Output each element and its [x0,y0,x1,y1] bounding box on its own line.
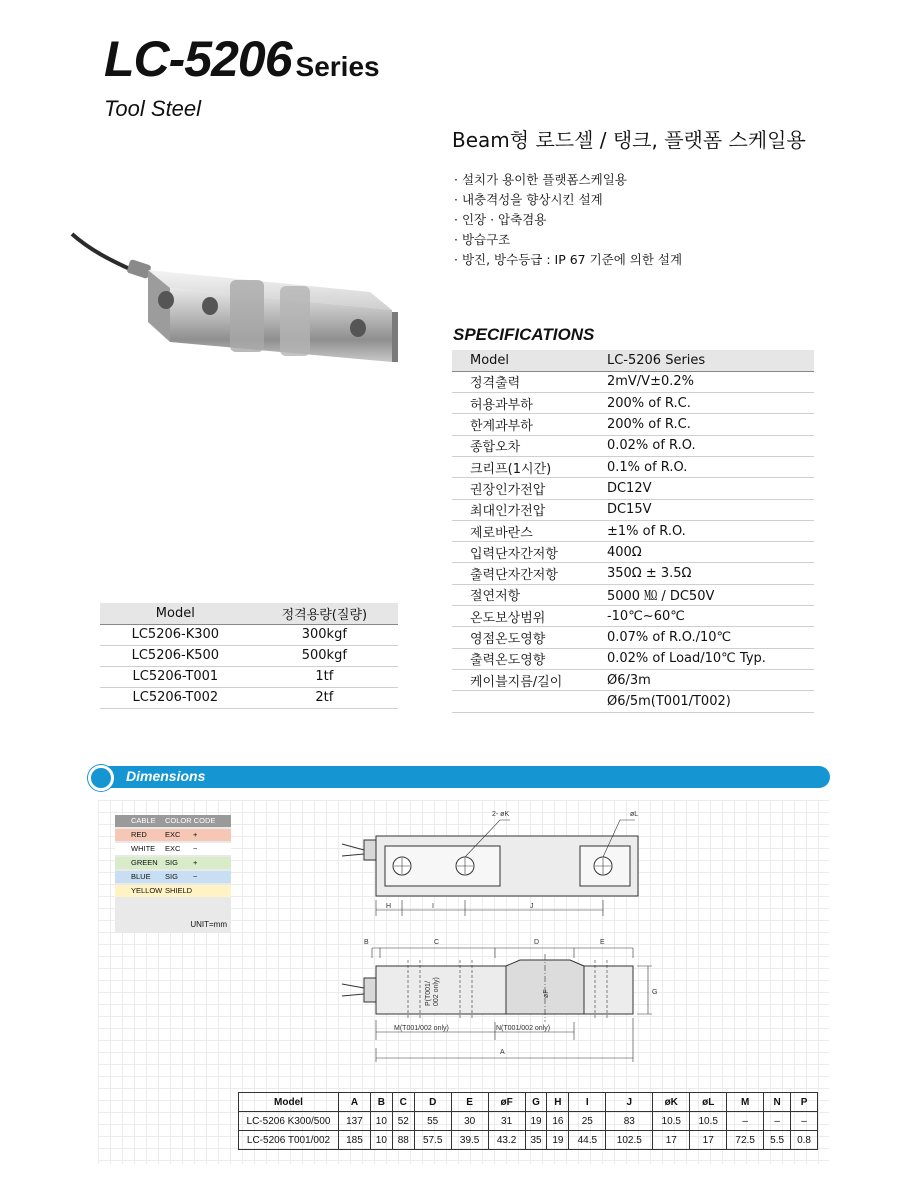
dim-cell: 72.5 [727,1131,764,1150]
dimensions-bullet-icon [88,765,114,791]
dim-c-label: C [434,939,440,946]
spec-label: 입력단자간저항 [452,542,593,563]
spec-label: 출력온도영향 [452,648,593,669]
spec-label: 절연저항 [452,584,593,605]
spec-label: 온도보상범위 [452,606,593,627]
dimensions-title: Dimensions [126,768,206,784]
hole-l-label: øL [630,811,639,818]
series-label: Series [295,51,380,82]
feature-item: · 방진, 방수등급 : IP 67 기준에 의한 설계 [454,252,683,267]
dim-cell: 57.5 [414,1131,451,1150]
dim-cell: 52 [392,1112,414,1131]
specifications-title: SPECIFICATIONS [453,325,595,344]
header-cell: B [370,1093,392,1112]
feature-list [454,170,682,270]
model-name: LC-5206 [104,31,292,87]
spec-value: 0.02% of R.O. [593,435,814,456]
dim-g-label: G [652,989,658,996]
color-row: BLUE SIG − [115,871,231,883]
dim-cell: 17 [653,1131,690,1150]
dim-cell: 10.5 [690,1112,727,1131]
spec-label: 최대인가전압 [452,499,593,520]
mounting-hole [202,297,218,315]
table-row [452,478,814,499]
table-row [452,520,814,541]
dim-b-label: B [364,939,369,946]
spec-label: 종합오차 [452,435,593,456]
dim-cell: 102.5 [606,1131,653,1150]
dim-cell: 17 [690,1131,727,1150]
spec-value: 200% of R.C. [593,414,814,435]
spec-value: 200% of R.C. [593,393,814,414]
header-cell: D [414,1093,451,1112]
spec-value: 0.07% of R.O./10℃ [593,627,814,648]
spec-label: 영점온도영향 [452,627,593,648]
mounting-hole [158,291,174,309]
dim-cell: 0.8 [791,1131,818,1150]
table-row [452,627,814,648]
dim-cell: – [764,1112,791,1131]
header-cell: I [569,1093,606,1112]
spec-label: 권장인가전압 [452,478,593,499]
dimension-drawing [330,800,670,1065]
header-cell: G [525,1093,547,1112]
dim-cell: 88 [392,1131,414,1150]
color-row: GREEN SIG + [115,857,231,869]
product-heading: Beam형 로드셀 / 탱크, 플랫폼 스케일용 [452,128,806,152]
capacity-table [100,603,398,709]
dim-cell: – [727,1112,764,1131]
header-cell: A [339,1093,371,1112]
material-label: Tool Steel [104,96,202,121]
spec-label: 정격출력 [452,371,593,392]
model-cell: LC5206-K300 [100,624,251,645]
dim-cell: 10.5 [653,1112,690,1131]
capacity-cell: 300kgf [251,624,398,645]
spec-value: 0.02% of Load/10℃ Typ. [593,648,814,669]
feature-item: · 설치가 용이한 플랫폼스케일용 [454,172,627,187]
dim-cell: 43.2 [488,1131,525,1150]
dim-cell: 35 [525,1131,547,1150]
header-cell: M [727,1093,764,1112]
dim-cell: 16 [547,1112,569,1131]
cable-gland [126,259,151,279]
header-cell: LC-5206 Series [593,350,814,371]
table-row [452,414,814,435]
table-row [452,435,814,456]
product-title [104,30,380,88]
header-cell: Model [100,603,251,624]
spec-value: 400Ω [593,542,814,563]
dim-cell: 10 [370,1131,392,1150]
spec-value: Ø6/5m(T001/T002) [593,691,814,712]
dim-d-label: D [534,939,540,946]
model-cell: LC5206-T002 [100,687,251,708]
header-cell: C [392,1093,414,1112]
model-cell: LC5206-K500 [100,645,251,666]
dim-m-label: M(T001/002 only) [394,1025,449,1032]
dim-p2-label: 002 only) [433,977,440,1006]
color-row: YELLOW SHIELD [115,885,231,897]
table-row [452,606,814,627]
spec-label: 제로바란스 [452,520,593,541]
feature-item: · 내충격성을 향상시킨 설계 [454,192,603,207]
spec-label: 허용과부하 [452,393,593,414]
table-row [452,393,814,414]
spec-value: DC15V [593,499,814,520]
cable-color-code [115,815,231,933]
header-cell: N [764,1093,791,1112]
dim-j-label: J [530,903,534,910]
table-row [452,584,814,605]
spec-label: 케이블지름/길이 [452,669,593,690]
spec-value: 5000 ㏁ / DC50V [593,584,814,605]
table-header-row [452,350,814,371]
dimensions-table [238,1092,818,1150]
spec-value: DC12V [593,478,814,499]
header-cell: Model [452,350,593,371]
dim-cell: 5.5 [764,1131,791,1150]
load-cell-photo [70,230,410,380]
model-cell: LC-5206 K300/500 [239,1112,339,1131]
mounting-hole [350,319,366,337]
color-row: WHITE EXC − [115,843,231,855]
unit-label: UNIT=mm [190,920,227,929]
table-row [452,648,814,669]
spec-value: Ø6/3m [593,669,814,690]
table-row [100,666,398,687]
spec-value: ±1% of R.O. [593,520,814,541]
capacity-cell: 2tf [251,687,398,708]
dim-cell: – [791,1112,818,1131]
capacity-cell: 500kgf [251,645,398,666]
header-cell: J [606,1093,653,1112]
header-cell: E [451,1093,488,1112]
dim-cell: 39.5 [451,1131,488,1150]
dim-e-label: E [600,939,605,946]
color-code-header: CABLE COLOR CODE [115,815,231,827]
table-row [100,624,398,645]
spec-label [452,691,593,712]
cable [72,234,132,270]
dim-cell: 25 [569,1112,606,1131]
spec-value: 2mV/V±0.2% [593,371,814,392]
table-row [452,542,814,563]
spec-label: 한계과부하 [452,414,593,435]
table-row [239,1131,818,1150]
table-header-row [100,603,398,624]
table-row [452,563,814,584]
header-cell: øK [653,1093,690,1112]
dim-a-label: A [500,1049,505,1056]
dim-cell: 30 [451,1112,488,1131]
dim-cell: 44.5 [569,1131,606,1150]
dim-cell: 19 [547,1131,569,1150]
spec-label: 크리프(1시간) [452,456,593,477]
dim-cell: 31 [488,1112,525,1131]
table-row [452,669,814,690]
table-row [452,371,814,392]
dim-cell: 55 [414,1112,451,1131]
dim-f-label: øF [543,989,550,998]
feature-item: · 인장 · 압축겸용 [454,212,547,227]
header-cell: 정격용량(질량) [251,603,398,624]
spec-label: 출력단자간저항 [452,563,593,584]
table-header-row [239,1093,818,1112]
table-row [452,691,814,712]
table-row [452,499,814,520]
table-row [239,1112,818,1131]
dim-h-label: H [386,903,392,910]
feature-item: · 방습구조 [454,232,511,247]
capacity-cell: 1tf [251,666,398,687]
color-row: RED EXC + [115,829,231,841]
dim-cell: 137 [339,1112,371,1131]
spec-value: -10℃~60℃ [593,606,814,627]
dim-n-label: N(T001/002 only) [496,1025,551,1032]
header-cell: H [547,1093,569,1112]
model-cell: LC5206-T001 [100,666,251,687]
header-cell: P [791,1093,818,1112]
table-row [452,456,814,477]
hole-k-label: 2- øK [492,811,510,818]
spec-value: 350Ω ± 3.5Ω [593,563,814,584]
table-row [100,645,398,666]
header-cell: øL [690,1093,727,1112]
spec-value: 0.1% of R.O. [593,456,814,477]
dim-cell: 19 [525,1112,547,1131]
dim-cell: 83 [606,1112,653,1131]
dim-i-label: I [432,903,434,910]
dim-cell: 10 [370,1112,392,1131]
header-cell: øF [488,1093,525,1112]
table-row [100,687,398,708]
header-cell: Model [239,1093,339,1112]
dim-p-label: P(T001/ [425,981,432,1006]
specifications-table [452,350,814,713]
dim-cell: 185 [339,1131,371,1150]
model-cell: LC-5206 T001/002 [239,1131,339,1150]
